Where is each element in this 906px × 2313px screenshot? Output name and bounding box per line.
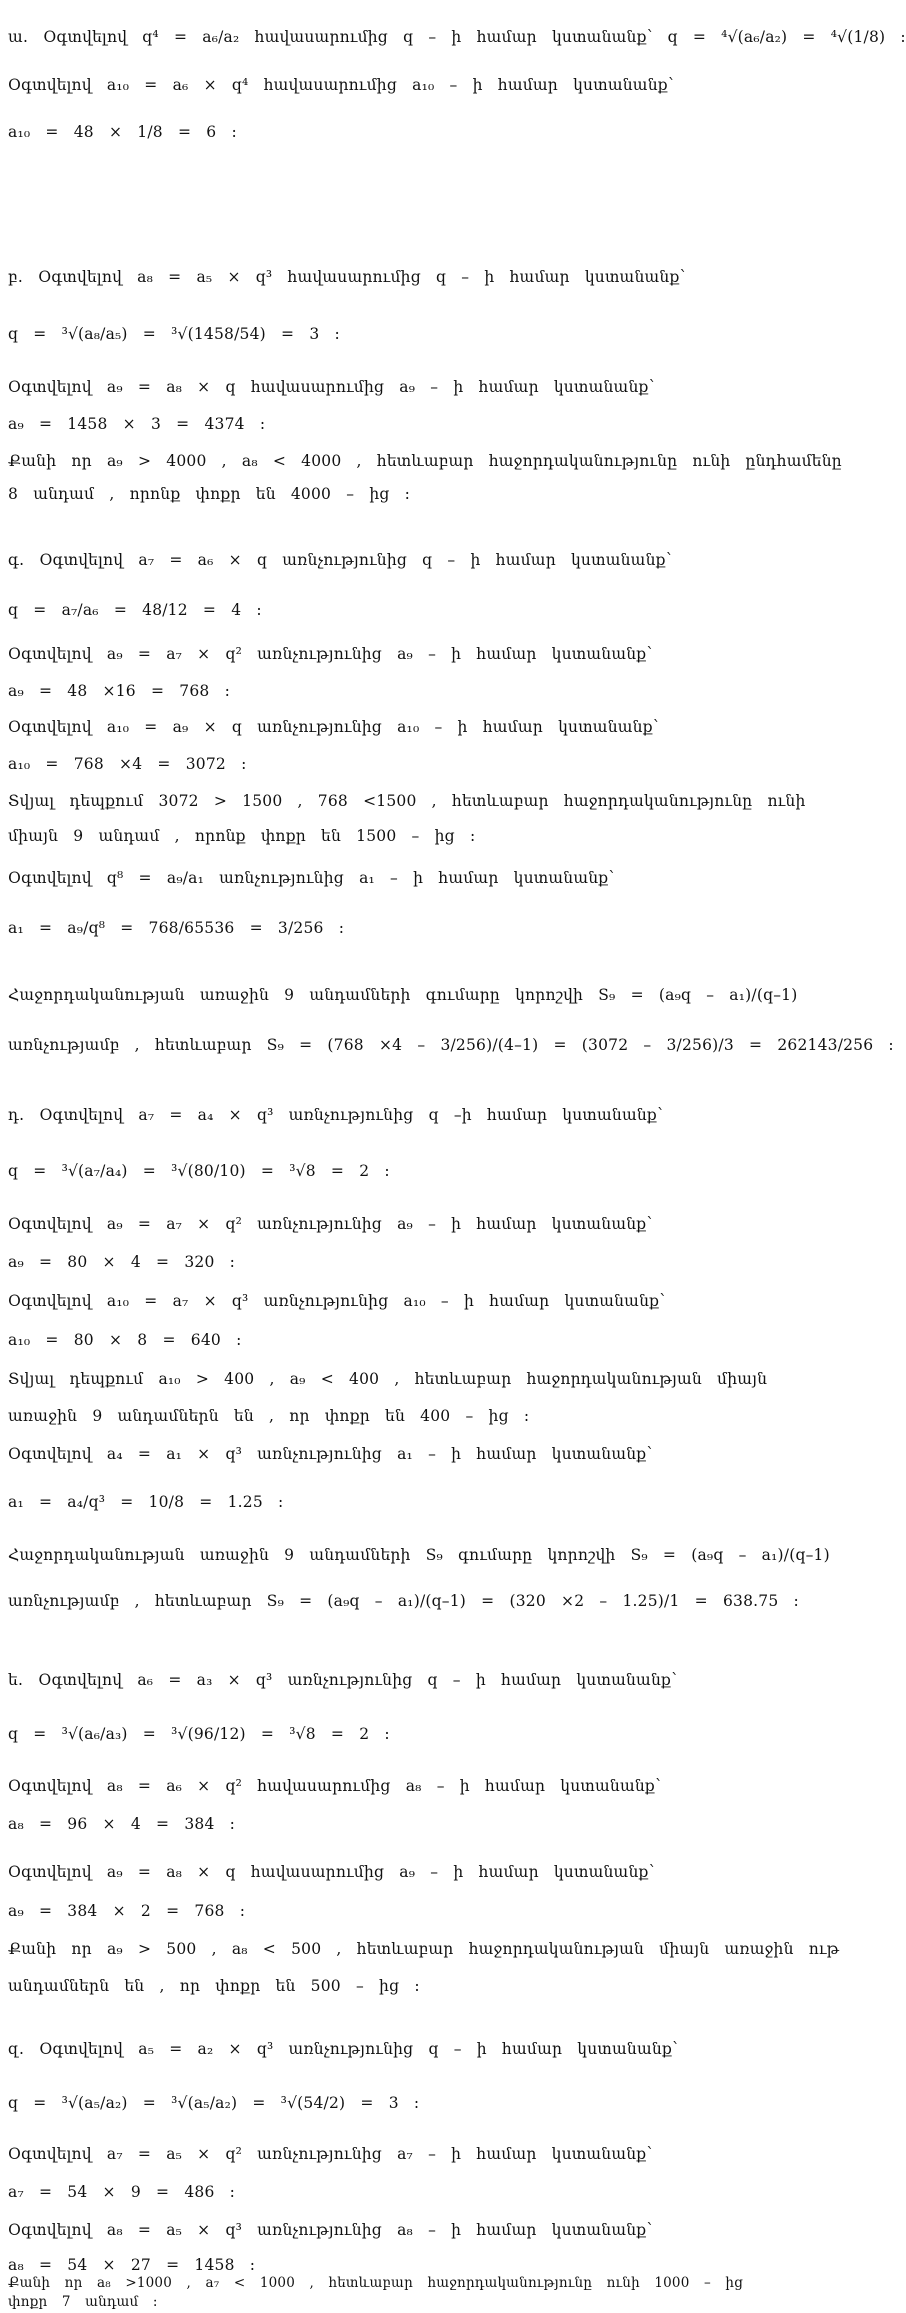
line-text: a₉ = 80 × 4 = 320 : [8,1253,236,1271]
line-text: a₉ = 384 × 2 = 768 : [8,1902,246,1920]
line-text: Օգտվելով a₄ = a₁ × q³ առնչությունից a₁ – ի համար կստանանք՝ [8,1445,653,1463]
part-b-line1 [8,262,704,292]
part-c-line8 [8,822,704,850]
line-text: Օգտվելով a₉ = a₇ × q² առնչությունից a₉ – ի համար կստանանք՝ [8,645,653,663]
line-text: անդամներն են , որ փոքր են 500 – ից : [8,1977,420,1995]
line-text: բ․ Օգտվելով a₈ = a₅ × q³ հավասարումից q – ի համար կստանանք՝ [8,268,686,286]
part-b-line4 [8,410,704,438]
part-d-line5 [8,1287,704,1315]
line-text: a₁₀ = 768 ×4 = 3072 : [8,755,247,773]
part-e-line2 [8,1705,704,1763]
part-c-line7 [8,787,806,815]
part-e-line5 [8,1858,704,1886]
line-text: q = ³√(a₇/a₄) = ³√(80/10) = ³√8 = 2 : [8,1162,390,1180]
line-text: Օգտվելով a₁₀ = a₆ × q⁴ հավասարումից a₁₀ – ի համար կստանանք՝ [8,76,674,94]
line-text: q = ³√(a₈/a₅) = ³√(1458/54) = 3 : [8,325,340,343]
part-c-line2 [8,585,704,635]
line-text: Քանի որ a₉ > 500 , a₈ < 500 , հետևաբար հաջորդականության միայն առաջին ութ [8,1940,840,1958]
line-text: Օգտվելով a₉ = a₈ × q հավասարումից a₉ – ի համար կստանանք՝ [8,1863,655,1881]
line-text: առնչությամբ , հետևաբար S₉ = (a₉q – a₁)/(q–1) = (320 ×2 – 1.25)/1 = 638.75 : [8,1591,799,1610]
line-text: q = ³√(a₆/a₃) = ³√(96/12) = ³√8 = 2 : [8,1725,390,1743]
line-text: զ․ Օգտվելով a₅ = a₂ × q³ առնչությունից q – ի համար կստանանք՝ [8,2040,678,2058]
line-text: a₁ = a₄/q³ = 10/8 = 1.25 : [8,1493,284,1511]
line-text: ա․ Օգտվելով q⁴ = a₆/a₂ հավասարումից q – ի համար կստանանք՝ q = ⁴√(a₆/a₂) = ⁴√(1/8) : [8,28,906,46]
line-text: Օգտվելով a₉ = a₈ × q հավասարումից a₉ – ի համար կստանանք՝ [8,378,655,396]
line-text: a₁₀ = 48 × 1/8 = 6 : [8,123,237,141]
line-text: q = ³√(a₅/a₂) = ³√(a₅/a₂) = ³√(54/2) = 3 : [8,2094,420,2112]
part-a-line2 [8,72,704,98]
part-f-line3 [8,2140,704,2168]
part-b-line6 [8,480,704,508]
part-e-line7 [8,1935,840,1963]
line-text: գ․ Օգտվելով a₇ = a₆ × q առնչությունից q – ի համար կստանանք՝ [8,551,672,569]
line-text: a₈ = 96 × 4 = 384 : [8,1815,236,1833]
part-d-line7 [8,1365,768,1393]
part-d-line6 [8,1326,704,1354]
line-text: a₁₀ = 80 × 8 = 640 : [8,1331,242,1349]
line-text: միայն 9 անդամ , որոնք փոքր են 1500 – ից : [8,827,476,845]
part-e-line4 [8,1810,704,1838]
line-text: a₈ = 54 × 27 = 1458 : [8,2256,256,2274]
line-text: a₇ = 54 × 9 = 486 : [8,2183,236,2201]
line-text: a₉ = 48 ×16 = 768 : [8,682,231,700]
line-text: Քանի որ a₈ >1000 , a₇ < 1000 , հետևաբար հաջորդականությունը ունի 1000 – ից [8,2275,744,2291]
line-text: Օգտվելով a₁₀ = a₇ × q³ առնչությունից a₁₀ – ի համար կստանանք՝ [8,1292,666,1310]
part-f-line8 [8,2292,704,2312]
part-e-line1 [8,1665,704,1695]
line-text: Քանի որ a₉ > 4000 , a₈ < 4000 , հետևաբար հաջորդականությունը ունի ընդհամենը [8,452,842,470]
part-f-line7 [8,2272,744,2294]
part-c-line10 [8,903,704,953]
line-text: Օգտվելով a₈ = a₆ × q² հավասարումից a₈ – ի համար կստանանք՝ [8,1777,661,1795]
line-text: առաջին 9 անդամներն են , որ փոքր են 400 – ից : [8,1407,530,1425]
part-d-line9 [8,1440,704,1468]
part-e-line3 [8,1772,704,1800]
part-f-line1 [8,2034,704,2064]
part-d-line8 [8,1402,704,1430]
part-e-line6 [8,1897,704,1925]
line-text: a₁ = a₉/q⁸ = 768/65536 = 3/256 : [8,919,345,937]
line-text: Օգտվելով a₇ = a₅ × q² առնչությունից a₇ – ի համար կստանանք՝ [8,2145,653,2163]
part-c-line6 [8,750,704,778]
line-text: Օգտվելով a₈ = a₅ × q³ առնչությունից a₈ – ի համար կստանանք՝ [8,2221,653,2239]
part-d-line12 [8,1578,799,1623]
part-c-line12 [8,1020,894,1070]
line-text: Օգտվելով q⁸ = a₉/a₁ առնչությունից a₁ – ի համար կստանանք՝ [8,869,615,887]
part-d-line2 [8,1142,704,1200]
part-d-line11 [8,1535,830,1575]
part-c-line11 [8,975,798,1015]
part-c-line4 [8,677,704,705]
line-text: Օգտվելով a₉ = a₇ × q² առնչությունից a₉ – ի համար կստանանք՝ [8,1215,653,1233]
part-e-line8 [8,1972,704,2000]
line-text: a₉ = 1458 × 3 = 4374 : [8,415,266,433]
part-c-line3 [8,640,704,668]
line-text: q = a₇/a₆ = 48/12 = 4 : [8,601,262,619]
part-c-line1 [8,545,704,575]
part-a-line1 [8,8,906,66]
part-f-line4 [8,2178,704,2206]
line-text: Հաջորդականության առաջին 9 անդամների S₉ գումարը կորոշվի S₉ = (a₉q – a₁)/(q–1) [8,1546,830,1564]
part-c-line9 [8,858,704,898]
line-text: Տվյալ դեպքում 3072 > 1500 , 768 <1500 , հետևաբար հաջորդականությունը ունի [8,792,806,810]
part-d-line3 [8,1210,704,1238]
part-f-line2 [8,2074,704,2132]
line-text: Օգտվելով a₁₀ = a₉ × q առնչությունից a₁₀ – ի համար կստանանք՝ [8,718,659,736]
line-text: 8 անդամ , որոնք փոքր են 4000 – ից : [8,485,411,503]
part-a-line3 [8,108,704,156]
part-b-line5 [8,447,842,475]
part-b-line3 [8,373,704,401]
line-text: ե․ Օգտվելով a₆ = a₃ × q³ առնչությունից q – ի համար կստանանք՝ [8,1671,677,1689]
line-text: Տվյալ դեպքում a₁₀ > 400 , a₉ < 400 , հետևաբար հաջորդականության միայն [8,1370,768,1388]
part-d-line10 [8,1477,704,1527]
line-text: Հաջորդականության առաջին 9 անդամների գումարը կորոշվի S₉ = (a₉q – a₁)/(q–1) [8,986,798,1004]
part-f-line5 [8,2216,704,2244]
part-d-line1 [8,1100,704,1130]
part-b-line2 [8,305,704,363]
line-text: դ․ Օգտվելով a₇ = a₄ × q³ առնչությունից q –ի համար կստանանք՝ [8,1106,663,1124]
line-text: փոքր 7 անդամ : [8,2294,158,2310]
part-c-line5 [8,713,704,741]
line-text: առնչությամբ , հետևաբար S₉ = (768 ×4 – 3/256)/(4–1) = (3072 – 3/256)/3 = 262143/256 : [8,1036,894,1054]
part-d-line4 [8,1248,704,1276]
